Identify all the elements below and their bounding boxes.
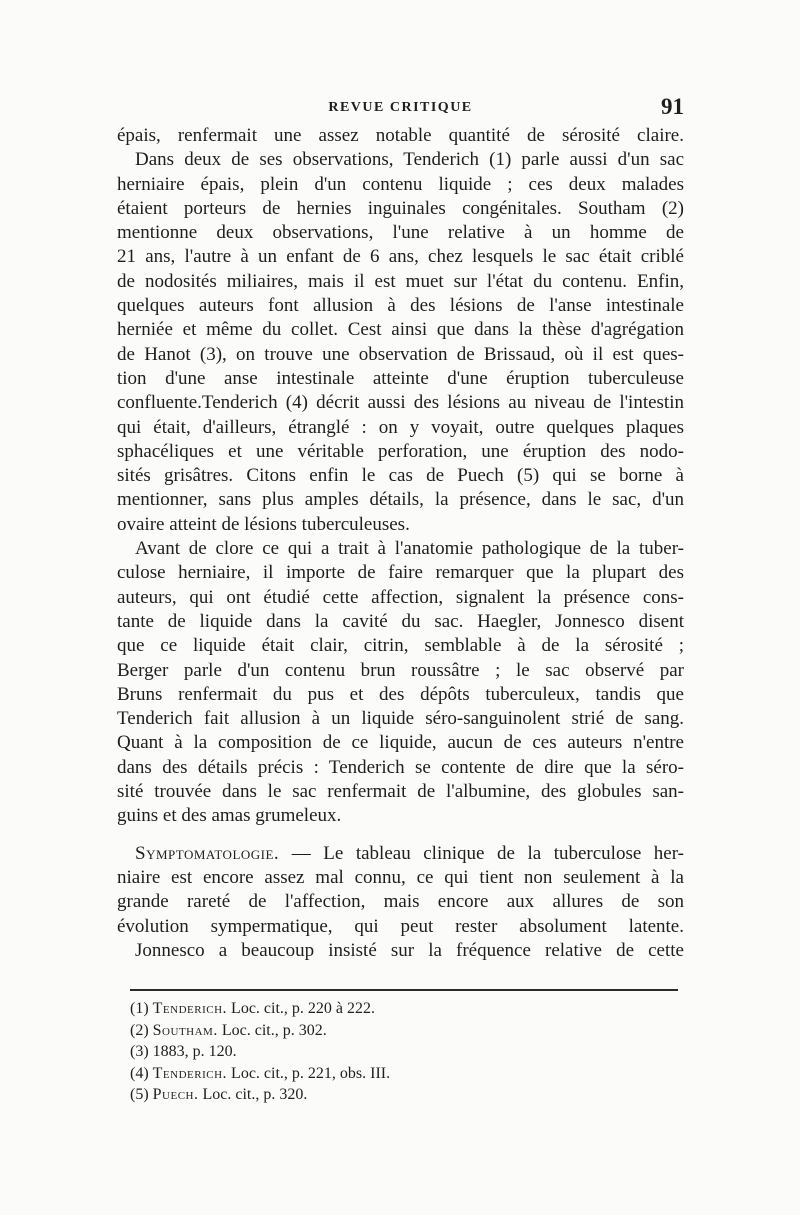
text-line: guins et des amas grumeleux. xyxy=(117,805,342,827)
text-line: épais, renfermait une assez notable quantité de sérosité claire. xyxy=(117,125,684,146)
text-line: ovaire atteint de lésions tuberculeuses. xyxy=(117,513,410,535)
text-line: grande rareté de l'affection, mais encore aux allures de son xyxy=(117,891,684,913)
text-line: qui était, d'ailleurs, étranglé : on y voyait, outre quelques plaques xyxy=(117,416,684,438)
text-line: Avant de clore ce qui a trait à l'anatomie pathologique de la tuber- xyxy=(135,538,684,560)
footnote-marker: (2) xyxy=(130,1021,149,1039)
text-line: sité trouvée dans le sac renfermait de l'albumine, des globules san- xyxy=(117,781,684,803)
footnote-author: Tenderich. xyxy=(152,1000,228,1017)
text-line: sphacéliques et une véritable perforation, une éruption des nodo- xyxy=(117,440,684,462)
footnote xyxy=(130,1041,678,1063)
paragraph-gap xyxy=(117,829,684,842)
footnote-author: Tenderich. xyxy=(152,1064,228,1082)
text-line: tante de liquide dans la cavité du sac. Haegler, Jonnesco disent xyxy=(117,610,684,632)
footnote-rule xyxy=(130,989,678,991)
footnote-ref: 1883, p. 120. xyxy=(152,1043,237,1060)
running-title: REVUE CRITIQUE xyxy=(328,100,473,115)
section-first-line xyxy=(117,842,684,866)
footnote-ref: Loc. cit., p. 302. xyxy=(221,1021,327,1039)
text-line: dans des détails précis : Tenderich se contente de dire que la séro- xyxy=(117,756,684,778)
footnote xyxy=(130,1063,678,1085)
text-line: herniée et même du collet. Cest ainsi que dans la thèse d'agrégation xyxy=(117,319,684,341)
section-line-text: — Le tableau clinique de la tuberculose her- xyxy=(291,842,684,864)
footnote-author: Southam. xyxy=(152,1021,218,1039)
text-line: de Hanot (3), on trouve une observation de Brissaud, où il est ques- xyxy=(117,343,684,365)
body-text xyxy=(117,124,684,963)
running-head xyxy=(117,96,684,122)
text-line: Quant à la composition de ce liquide, aucun de ces auteurs n'entre xyxy=(117,732,684,754)
text-line: Dans deux de ses observations, Tenderich (1) parle aussi d'un sac xyxy=(135,149,684,171)
page-number: 91 xyxy=(661,94,684,119)
footnote-ref: Loc. cit., p. 221, obs. III. xyxy=(231,1064,391,1082)
section-heading: Symptomatologie. xyxy=(135,842,280,864)
text-line: mentionne deux observations, l'une relative à un homme de xyxy=(117,222,684,244)
footnote-author: Puech. xyxy=(152,1086,199,1103)
text-line: 21 ans, l'autre à un enfant de 6 ans, chez lesquels le sac était criblé xyxy=(117,246,684,268)
footnotes xyxy=(130,998,678,1106)
text-line: confluente.Tenderich (4) décrit aussi des lésions au niveau de l'intestin xyxy=(117,392,684,414)
text-line: évolution sympermatique, qui peut rester absolument latente. xyxy=(117,915,684,937)
footnote-marker: (5) xyxy=(130,1086,149,1103)
text-line: auteurs, qui ont étudié cette affection, signalent la présence cons- xyxy=(117,586,684,608)
footnote xyxy=(130,1020,678,1042)
text-line: mentionner, sans plus amples détails, la présence, dans le sac, d'un xyxy=(117,489,684,511)
text-line: Tenderich fait allusion à un liquide séro-sanguinolent strié de sang. xyxy=(117,708,684,730)
text-line: culose herniaire, il importe de faire remarquer que la plupart des xyxy=(117,562,684,584)
text-line: Bruns renfermait du pus et des dépôts tuberculeux, tandis que xyxy=(117,683,684,705)
footnote-marker: (3) xyxy=(130,1043,149,1060)
text-line: tion d'une anse intestinale atteinte d'une éruption tuberculeuse xyxy=(117,367,684,389)
text-line: quelques auteurs font allusion à des lésions de l'anse intestinale xyxy=(117,295,684,317)
text-line: herniaire épais, plein d'un contenu liquide ; ces deux malades xyxy=(117,173,684,195)
text-line: de nodosités miliaires, mais il est muet sur l'état du contenu. Enfin, xyxy=(117,270,684,292)
text-line: Jonnesco a beaucoup insisté sur la fréquence relative de cette xyxy=(135,939,684,961)
footnote-ref: Loc. cit., p. 320. xyxy=(202,1086,308,1103)
footnote-ref: Loc. cit., p. 220 à 222. xyxy=(231,1000,376,1017)
text-line: étaient porteurs de hernies inguinales congénitales. Southam (2) xyxy=(117,197,684,219)
footnote-marker: (1) xyxy=(130,1000,149,1017)
text-line: sités grisâtres. Citons enfin le cas de Puech (5) qui se borne à xyxy=(117,465,684,487)
text-line: niaire est encore assez mal connu, ce qui tient non seulement à la xyxy=(117,866,684,888)
footnote-marker: (4) xyxy=(130,1064,149,1082)
text-line: Berger parle d'un contenu brun roussâtre ; le sac observé par xyxy=(117,659,684,681)
text-line: que ce liquide était clair, citrin, semblable à de la sérosité ; xyxy=(117,635,684,657)
footnote xyxy=(130,1084,678,1106)
footnote xyxy=(130,998,678,1020)
